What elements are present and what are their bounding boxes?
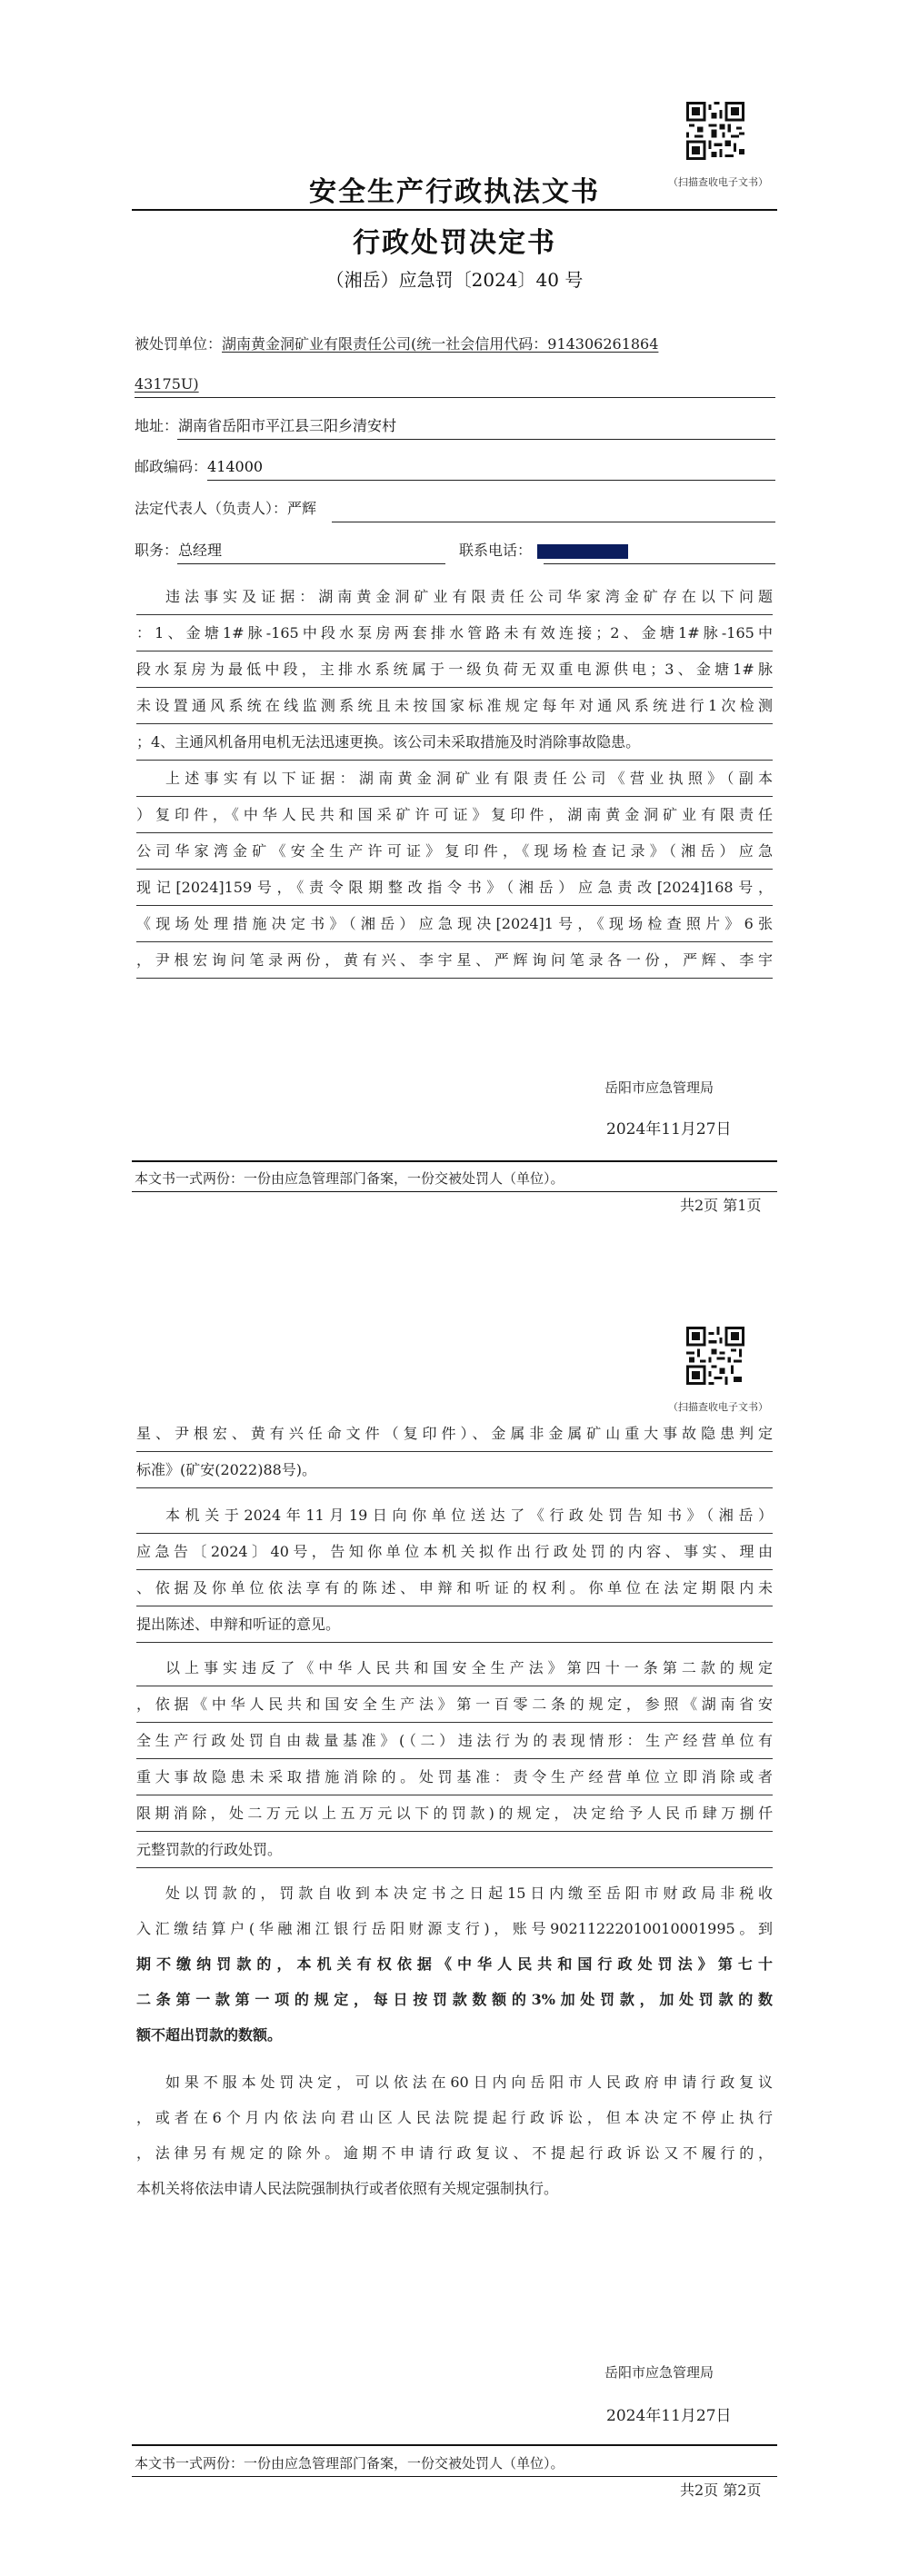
phone-field [459, 541, 628, 561]
appeal-row: ，法律另有规定的除外。逾期不申请行政复议、不提起行政诉讼又不履行的， [136, 2144, 773, 2162]
notice-row: 应急告〔2024〕40号，告知你单位本机关拟作出行政处罚的内容、事实、理由 [136, 1534, 773, 1570]
party-field [135, 334, 658, 354]
party-value: 湖南黄金洞矿业有限责任公司(统一社会信用代码：914306261864 [222, 335, 659, 353]
qr-caption: （扫描查收电子文书） [668, 1401, 768, 1413]
law-row: 以上事实违反了《中华人民共和国安全生产法》第四十一条第二款的规定 [136, 1650, 773, 1686]
notice-row: 提出陈述、申辩和听证的意见。 [136, 1606, 773, 1643]
evidence-row: ，尹根宏询问笔录两份，黄有兴、李宇星、严辉询问笔录各一份，严辉、李宇 [136, 942, 773, 979]
document-number: （湘岳）应急罚〔2024〕40 号 [325, 269, 584, 291]
qr-caption: （扫描查收电子文书） [668, 176, 768, 188]
address-value: 湖南省岳阳市平江县三阳乡清安村 [178, 417, 397, 434]
notice-row: 本机关于2024年11月19日向你单位送达了《行政处罚告知书》（湘岳） [136, 1497, 773, 1534]
footer-rule-bottom [132, 1191, 777, 1192]
qr-code-icon[interactable] [686, 1327, 744, 1385]
appeal-row: 如果不服本处罚决定，可以依法在60日内向岳阳市人民政府申请行政复议 [165, 2074, 773, 2091]
footer-note: 本文书一式两份：一份由应急管理部门备案，一份交被处罚人（单位）。 [135, 1170, 564, 1187]
signature-org: 岳阳市应急管理局 [604, 1079, 714, 1096]
facts-row: 未设置通风系统在线监测系统且未按国家标准规定每年对通风系统进行1次检测 [136, 688, 773, 724]
evidence-cont-row: 星、尹根宏、黄有兴任命文件（复印件）、金属非金属矿山重大事故隐患判定 [136, 1416, 773, 1452]
page-2 [0, 1290, 909, 2576]
signature-org: 岳阳市应急管理局 [604, 2364, 714, 2381]
payment-paragraph [136, 1875, 773, 2053]
footer-rule-bottom [132, 2476, 777, 2477]
law-row: ，依据《中华人民共和国安全生产法》第一百零二条的规定，参照《湖南省安 [136, 1686, 773, 1723]
footer-rule [132, 1160, 777, 1162]
position-field [135, 541, 222, 561]
payment-row: 额不超出罚款的数额。 [136, 2026, 283, 2044]
position-label: 职务： [135, 542, 179, 559]
evidence-cont-paragraph [136, 1416, 773, 1488]
legal-rep-value: 严辉 [287, 500, 317, 517]
law-row: 元整罚款的行政处罚。 [136, 1832, 773, 1868]
evidence-paragraph [136, 761, 773, 979]
address-field [135, 416, 396, 436]
evidence-row: 上述事实有以下证据：湖南黄金洞矿业有限责任公司《营业执照》（副本 [136, 761, 773, 797]
payment-row: 入汇缴结算户(华融湘江银行岳阳财源支行)，账号90211222010010001995。到 [136, 1920, 773, 1937]
payment-row: 处以罚款的，罚款自收到本决定书之日起15日内缴至岳阳市财政局非税收 [165, 1885, 773, 1902]
legal-rep-label: 法定代表人（负责人）： [135, 500, 288, 517]
address-underline [177, 439, 775, 440]
postcode-field [135, 457, 263, 477]
facts-row: 段水泵房为最低中段，主排水系统属于一级负荷无双重电源供电；3、金塘1#脉 [136, 651, 773, 688]
law-row: 限期消除，处二万元以上五万元以下的罚款)的规定，决定给予人民币肆万捌仟 [136, 1795, 773, 1832]
postcode-label: 邮政编码： [135, 458, 208, 475]
signature-date: 2024年11月27日 [606, 2407, 732, 2425]
evidence-row: 现记[2024]159号，《责令限期整改指令书》（湘岳）应急责改[2024]168号， [136, 870, 773, 906]
evidence-row: 《现场处理措施决定书》（湘岳）应急现决[2024]1号，《现场检查照片》6张 [136, 906, 773, 942]
payment-row: 期不缴纳罚款的，本机关有权依据《中华人民共和国行政处罚法》第七十 [136, 1955, 773, 1973]
facts-row: 违法事实及证据：湖南黄金洞矿业有限责任公司华家湾金矿存在以下问题 [136, 579, 773, 615]
address-label: 地址： [135, 417, 179, 434]
position-underline [177, 563, 445, 564]
page-info: 共2页 第2页 [680, 2482, 762, 2499]
page-info: 共2页 第1页 [680, 1197, 762, 1214]
position-value: 总经理 [178, 542, 223, 559]
facts-row: ；4、主通风机备用电机无法迅速更换。该公司未采取措施及时消除事故隐患。 [136, 724, 773, 761]
phone-redacted [537, 544, 628, 559]
notice-row: 、依据及你单位依法享有的陈述、申辩和听证的权利。你单位在法定期限内未 [136, 1570, 773, 1606]
legal-rep-field [135, 499, 316, 519]
phone-label: 联系电话： [459, 542, 533, 559]
party-underline [135, 397, 775, 398]
signature-date: 2024年11月27日 [606, 1120, 732, 1139]
law-row: 重大事故隐患未采取措施消除的。处罚基准：责令生产经营单位立即消除或者 [136, 1759, 773, 1795]
appeal-paragraph [136, 2064, 773, 2206]
appeal-row: 本机关将依法申请人民法院强制执行或者依照有关规定强制执行。 [136, 2180, 559, 2197]
evidence-cont-row: 标准》(矿安(2022)88号)。 [136, 1452, 773, 1488]
evidence-row: 公司华家湾金矿《安全生产许可证》复印件，《现场检查记录》（湘岳）应急 [136, 833, 773, 870]
appeal-row: ，或者在6个月内依法向君山区人民法院提起行政诉讼，但本决定不停止执行 [136, 2109, 773, 2126]
law-paragraph [136, 1650, 773, 1868]
footer-note: 本文书一式两份：一份由应急管理部门备案，一份交被处罚人（单位）。 [135, 2455, 564, 2472]
notice-paragraph [136, 1497, 773, 1643]
evidence-row: ）复印件，《中华人民共和国采矿许可证》复印件，湖南黄金洞矿业有限责任 [136, 797, 773, 833]
party-label: 被处罚单位： [135, 335, 223, 353]
qr-code-icon[interactable] [686, 102, 744, 160]
law-row: 全生产行政处罚自由裁量基准》(（二）违法行为的表现情形：生产经营单位有 [136, 1723, 773, 1759]
phone-underline [544, 563, 775, 564]
facts-row: ：1、金塘1#脉-165中段水泵房两套排水管路未有效连接；2、金塘1#脉-165中 [136, 615, 773, 651]
header-rule [132, 209, 777, 211]
party-value-cont: 43175U) [135, 375, 199, 393]
payment-row: 二条第一款第一项的规定，每日按罚款数额的3%加处罚款，加处罚款的数 [136, 1991, 773, 2008]
header-title: 安全生产行政执法文书 [309, 176, 600, 208]
postcode-underline [207, 480, 775, 481]
party-field-cont [135, 374, 199, 394]
footer-rule [132, 2444, 777, 2446]
document-title: 行政处罚决定书 [353, 227, 556, 259]
facts-paragraph [136, 579, 773, 761]
postcode-value: 414000 [207, 458, 264, 475]
